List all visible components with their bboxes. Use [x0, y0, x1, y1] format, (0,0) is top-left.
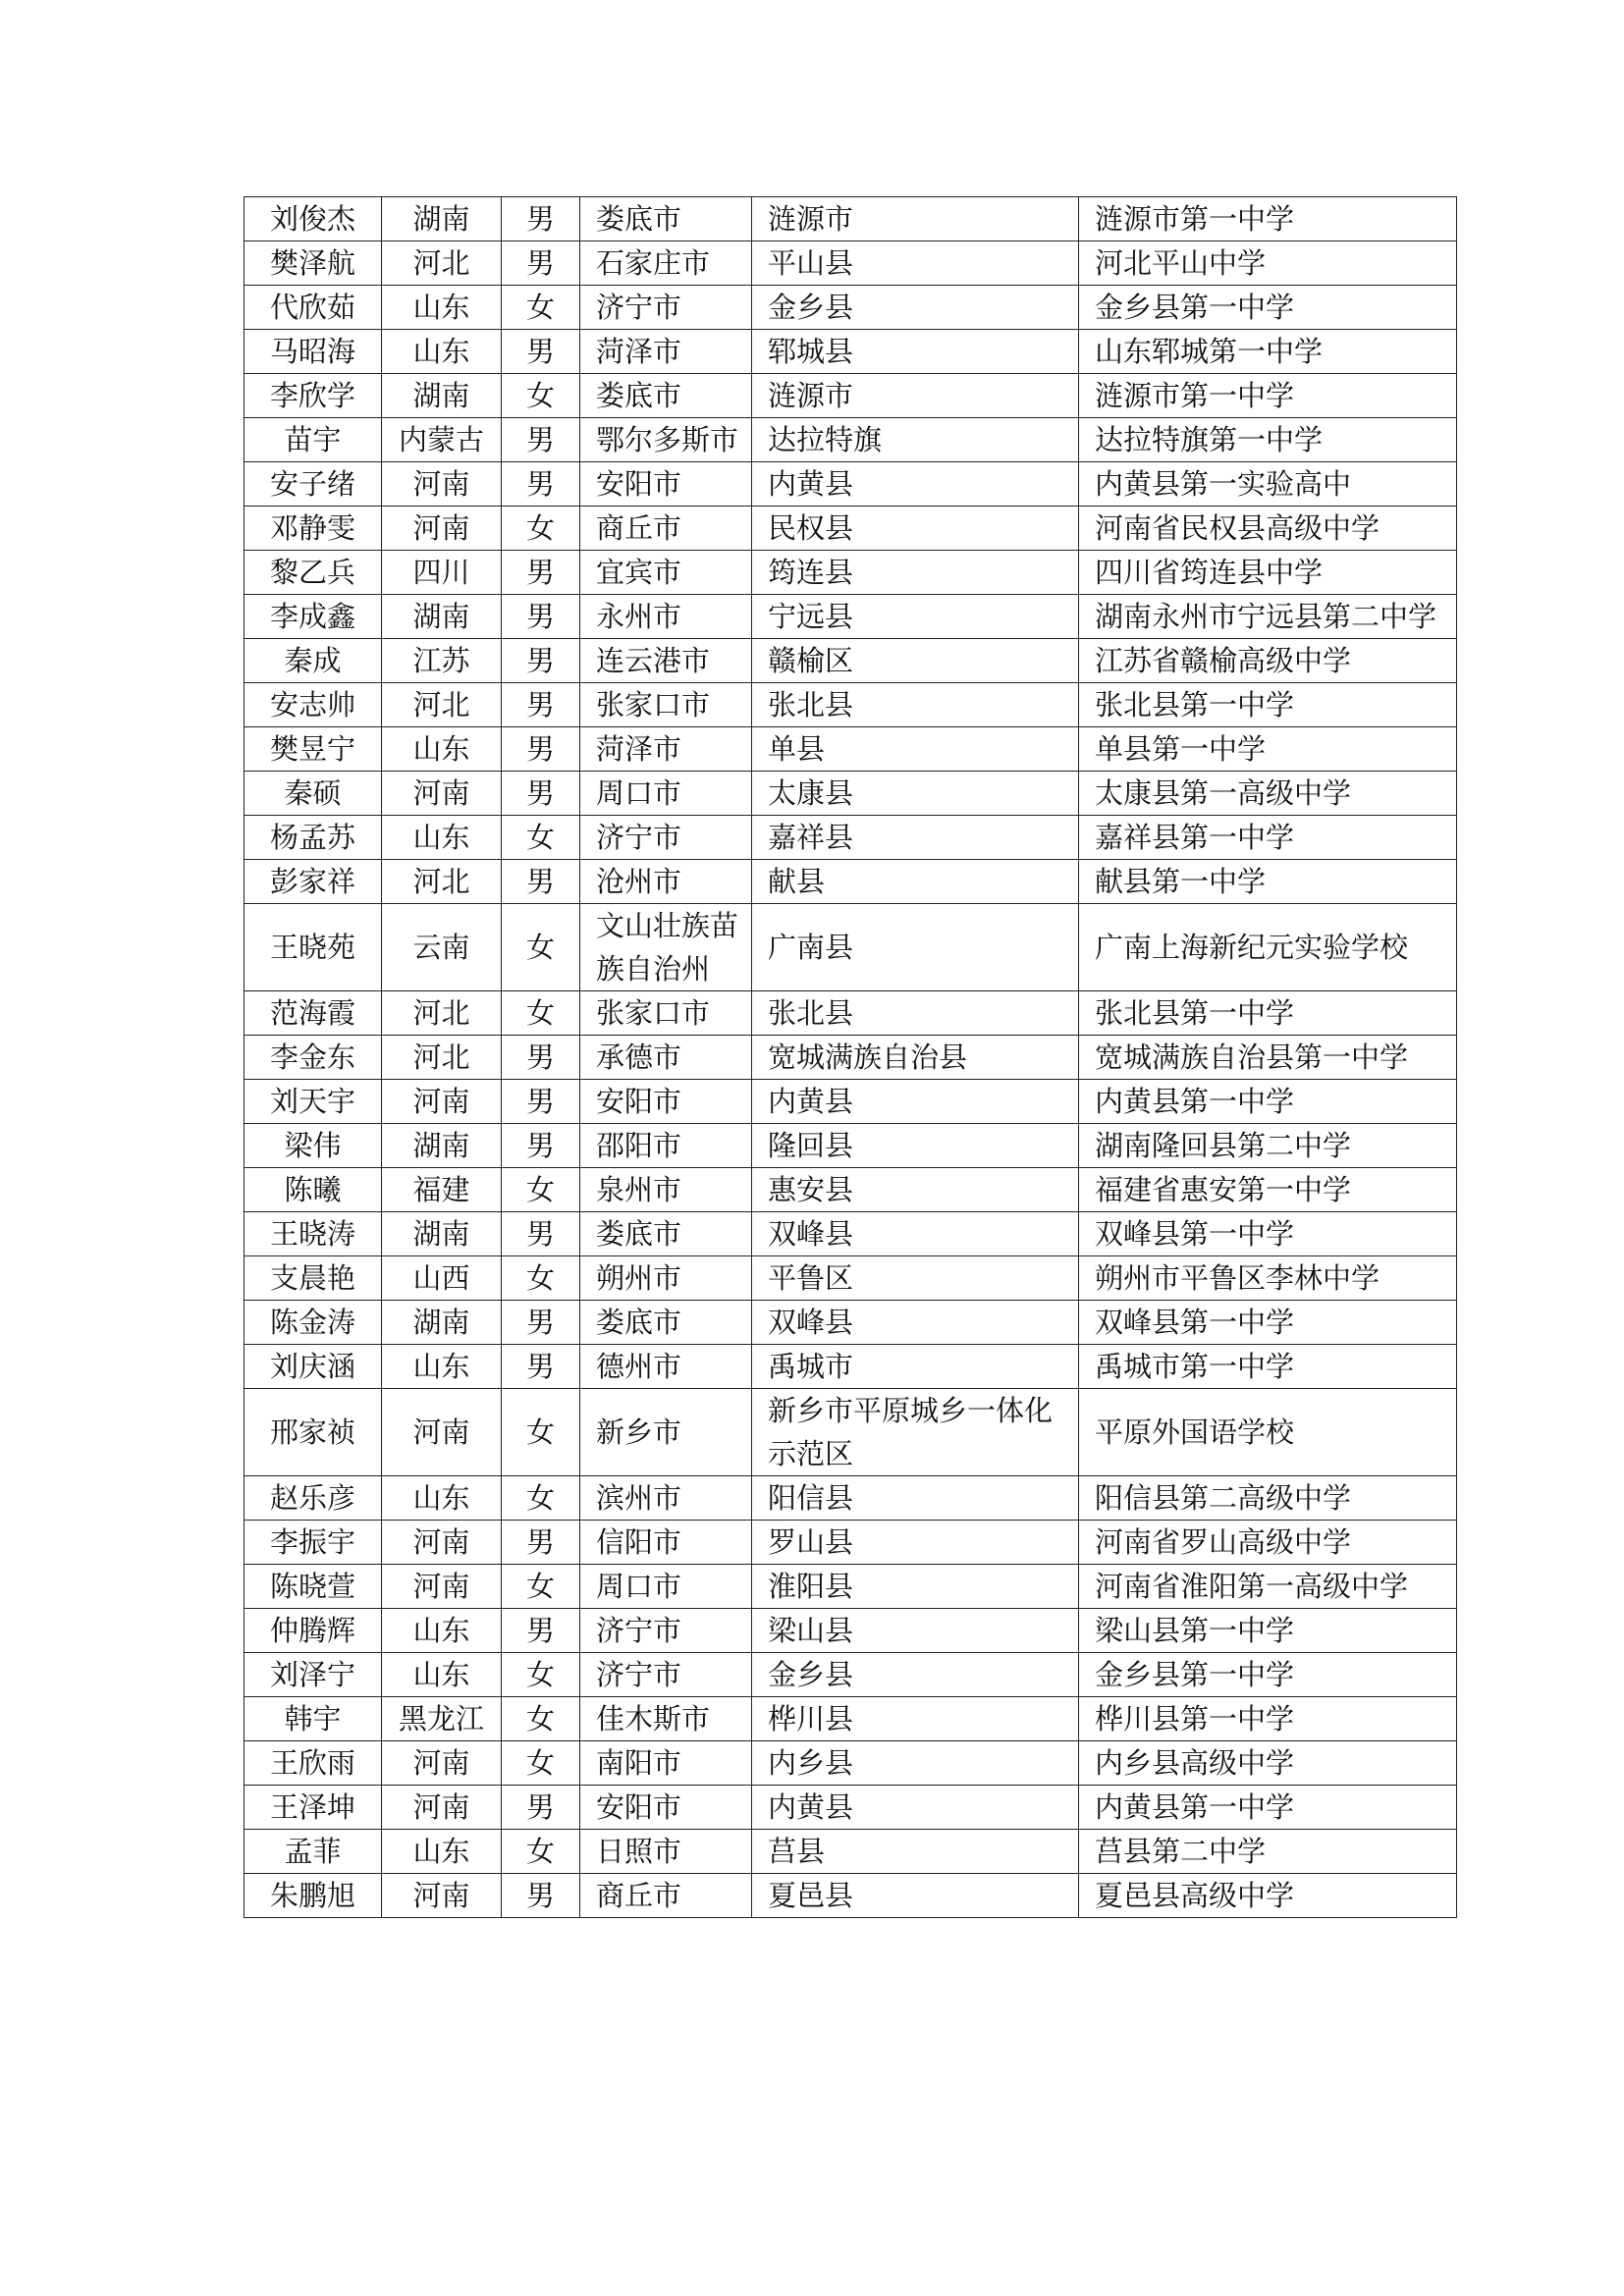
cell-name: 樊泽航	[244, 241, 382, 286]
cell-county: 涟源市	[752, 197, 1079, 241]
cell-city: 泉州市	[580, 1168, 752, 1212]
cell-county: 张北县	[752, 991, 1079, 1036]
table-row	[244, 1830, 1457, 1874]
cell-name: 秦硕	[244, 772, 382, 816]
cell-name: 仲腾辉	[244, 1609, 382, 1653]
table-row	[244, 860, 1457, 904]
cell-province: 河北	[382, 860, 502, 904]
cell-name: 范海霞	[244, 991, 382, 1036]
cell-gender: 女	[502, 507, 580, 551]
cell-province: 山东	[382, 1609, 502, 1653]
cell-name: 王晓涛	[244, 1212, 382, 1256]
table-row	[244, 1389, 1457, 1476]
cell-name: 刘俊杰	[244, 197, 382, 241]
cell-school: 单县第一中学	[1079, 727, 1457, 772]
cell-county: 梁山县	[752, 1609, 1079, 1653]
cell-province: 湖南	[382, 1301, 502, 1345]
table-row	[244, 507, 1457, 551]
cell-school: 涟源市第一中学	[1079, 374, 1457, 418]
cell-city: 邵阳市	[580, 1124, 752, 1168]
cell-school: 张北县第一中学	[1079, 683, 1457, 727]
cell-county: 达拉特旗	[752, 418, 1079, 462]
cell-gender: 男	[502, 1521, 580, 1565]
table-row	[244, 1476, 1457, 1521]
cell-school: 河南省民权县高级中学	[1079, 507, 1457, 551]
cell-city: 济宁市	[580, 286, 752, 330]
cell-name: 马昭海	[244, 330, 382, 374]
cell-gender: 男	[502, 639, 580, 683]
cell-gender: 女	[502, 1830, 580, 1874]
cell-county: 阳信县	[752, 1476, 1079, 1521]
cell-gender: 男	[502, 551, 580, 595]
cell-province: 河南	[382, 1080, 502, 1124]
cell-province: 山东	[382, 1830, 502, 1874]
cell-city: 新乡市	[580, 1389, 752, 1476]
cell-gender: 男	[502, 1212, 580, 1256]
cell-city: 娄底市	[580, 374, 752, 418]
cell-name: 李成鑫	[244, 595, 382, 639]
cell-city: 安阳市	[580, 1080, 752, 1124]
cell-city: 文山壮族苗族自治州	[580, 904, 752, 991]
table-row	[244, 1874, 1457, 1918]
cell-county: 筠连县	[752, 551, 1079, 595]
table-row	[244, 772, 1457, 816]
cell-gender: 女	[502, 1565, 580, 1609]
cell-gender: 女	[502, 374, 580, 418]
cell-gender: 女	[502, 1697, 580, 1741]
cell-school: 桦川县第一中学	[1079, 1697, 1457, 1741]
cell-province: 云南	[382, 904, 502, 991]
cell-city: 商丘市	[580, 507, 752, 551]
cell-county: 单县	[752, 727, 1079, 772]
cell-school: 禹城市第一中学	[1079, 1345, 1457, 1389]
cell-name: 支晨艳	[244, 1256, 382, 1301]
cell-name: 李欣学	[244, 374, 382, 418]
table-row	[244, 197, 1457, 241]
cell-gender: 男	[502, 860, 580, 904]
cell-county: 惠安县	[752, 1168, 1079, 1212]
table-row	[244, 1345, 1457, 1389]
cell-gender: 男	[502, 683, 580, 727]
cell-school: 嘉祥县第一中学	[1079, 816, 1457, 860]
cell-city: 承德市	[580, 1036, 752, 1080]
cell-city: 永州市	[580, 595, 752, 639]
cell-name: 孟菲	[244, 1830, 382, 1874]
table-row	[244, 991, 1457, 1036]
cell-name: 李金东	[244, 1036, 382, 1080]
cell-province: 四川	[382, 551, 502, 595]
cell-gender: 男	[502, 1080, 580, 1124]
cell-school: 河北平山中学	[1079, 241, 1457, 286]
cell-province: 湖南	[382, 197, 502, 241]
table-row	[244, 241, 1457, 286]
cell-province: 河南	[382, 1389, 502, 1476]
cell-city: 娄底市	[580, 1212, 752, 1256]
cell-name: 韩宇	[244, 1697, 382, 1741]
cell-county: 广南县	[752, 904, 1079, 991]
cell-province: 河南	[382, 1741, 502, 1786]
cell-county: 莒县	[752, 1830, 1079, 1874]
cell-province: 河南	[382, 772, 502, 816]
table-row	[244, 1653, 1457, 1697]
cell-name: 代欣茹	[244, 286, 382, 330]
cell-city: 宜宾市	[580, 551, 752, 595]
cell-province: 河北	[382, 683, 502, 727]
cell-name: 安子绪	[244, 462, 382, 507]
cell-county: 内乡县	[752, 1741, 1079, 1786]
cell-name: 陈曦	[244, 1168, 382, 1212]
cell-city: 济宁市	[580, 816, 752, 860]
cell-gender: 女	[502, 1256, 580, 1301]
cell-city: 商丘市	[580, 1874, 752, 1918]
cell-province: 山东	[382, 1476, 502, 1521]
cell-name: 樊昱宁	[244, 727, 382, 772]
cell-city: 南阳市	[580, 1741, 752, 1786]
cell-province: 黑龙江	[382, 1697, 502, 1741]
cell-city: 娄底市	[580, 197, 752, 241]
cell-county: 内黄县	[752, 1080, 1079, 1124]
cell-province: 河南	[382, 462, 502, 507]
cell-gender: 男	[502, 772, 580, 816]
cell-county: 双峰县	[752, 1301, 1079, 1345]
cell-gender: 女	[502, 991, 580, 1036]
cell-province: 山东	[382, 1345, 502, 1389]
cell-province: 山东	[382, 286, 502, 330]
cell-school: 张北县第一中学	[1079, 991, 1457, 1036]
cell-gender: 男	[502, 1301, 580, 1345]
cell-name: 秦成	[244, 639, 382, 683]
table-row	[244, 1036, 1457, 1080]
cell-gender: 女	[502, 1476, 580, 1521]
cell-city: 济宁市	[580, 1653, 752, 1697]
cell-province: 山东	[382, 330, 502, 374]
table-row	[244, 374, 1457, 418]
cell-name: 赵乐彦	[244, 1476, 382, 1521]
cell-county: 郓城县	[752, 330, 1079, 374]
cell-name: 刘天宇	[244, 1080, 382, 1124]
cell-school: 宽城满族自治县第一中学	[1079, 1036, 1457, 1080]
cell-school: 双峰县第一中学	[1079, 1212, 1457, 1256]
cell-school: 梁山县第一中学	[1079, 1609, 1457, 1653]
cell-school: 内黄县第一中学	[1079, 1080, 1457, 1124]
cell-school: 湖南永州市宁远县第二中学	[1079, 595, 1457, 639]
cell-name: 安志帅	[244, 683, 382, 727]
cell-province: 河南	[382, 1786, 502, 1830]
cell-gender: 女	[502, 1168, 580, 1212]
cell-gender: 男	[502, 595, 580, 639]
cell-gender: 男	[502, 197, 580, 241]
cell-city: 安阳市	[580, 462, 752, 507]
cell-province: 河南	[382, 1565, 502, 1609]
cell-city: 安阳市	[580, 1786, 752, 1830]
cell-county: 张北县	[752, 683, 1079, 727]
cell-county: 献县	[752, 860, 1079, 904]
cell-county: 禹城市	[752, 1345, 1079, 1389]
cell-county: 新乡市平原城乡一体化示范区	[752, 1389, 1079, 1476]
cell-province: 湖南	[382, 374, 502, 418]
cell-name: 邢家祯	[244, 1389, 382, 1476]
table-row	[244, 1212, 1457, 1256]
cell-city: 济宁市	[580, 1609, 752, 1653]
cell-gender: 男	[502, 1036, 580, 1080]
cell-name: 陈晓萱	[244, 1565, 382, 1609]
table-row	[244, 330, 1457, 374]
cell-county: 金乡县	[752, 1653, 1079, 1697]
table-row	[244, 1124, 1457, 1168]
cell-name: 邓静雯	[244, 507, 382, 551]
table-row	[244, 1256, 1457, 1301]
cell-province: 山东	[382, 727, 502, 772]
cell-county: 赣榆区	[752, 639, 1079, 683]
cell-county: 平鲁区	[752, 1256, 1079, 1301]
cell-city: 德州市	[580, 1345, 752, 1389]
table-row	[244, 1697, 1457, 1741]
cell-city: 鄂尔多斯市	[580, 418, 752, 462]
cell-province: 福建	[382, 1168, 502, 1212]
cell-school: 太康县第一高级中学	[1079, 772, 1457, 816]
cell-province: 河北	[382, 991, 502, 1036]
cell-gender: 男	[502, 241, 580, 286]
cell-school: 山东郓城第一中学	[1079, 330, 1457, 374]
cell-school: 金乡县第一中学	[1079, 1653, 1457, 1697]
cell-name: 刘庆涵	[244, 1345, 382, 1389]
cell-city: 菏泽市	[580, 727, 752, 772]
cell-city: 张家口市	[580, 683, 752, 727]
cell-province: 河北	[382, 1036, 502, 1080]
cell-city: 菏泽市	[580, 330, 752, 374]
cell-county: 内黄县	[752, 462, 1079, 507]
cell-school: 达拉特旗第一中学	[1079, 418, 1457, 462]
cell-gender: 女	[502, 286, 580, 330]
cell-school: 江苏省赣榆高级中学	[1079, 639, 1457, 683]
cell-gender: 男	[502, 1345, 580, 1389]
cell-province: 山东	[382, 1653, 502, 1697]
cell-city: 石家庄市	[580, 241, 752, 286]
cell-school: 内乡县高级中学	[1079, 1741, 1457, 1786]
cell-name: 王晓苑	[244, 904, 382, 991]
cell-name: 彭家祥	[244, 860, 382, 904]
table-row	[244, 418, 1457, 462]
cell-gender: 男	[502, 727, 580, 772]
table-row	[244, 1168, 1457, 1212]
table-row	[244, 1786, 1457, 1830]
table-row	[244, 683, 1457, 727]
cell-county: 金乡县	[752, 286, 1079, 330]
table-row	[244, 1301, 1457, 1345]
cell-city: 周口市	[580, 772, 752, 816]
cell-province: 河南	[382, 1874, 502, 1918]
table-row	[244, 639, 1457, 683]
cell-county: 罗山县	[752, 1521, 1079, 1565]
table-row	[244, 1080, 1457, 1124]
cell-city: 周口市	[580, 1565, 752, 1609]
student-roster-table	[244, 196, 1457, 1918]
cell-province: 湖南	[382, 595, 502, 639]
cell-county: 内黄县	[752, 1786, 1079, 1830]
cell-province: 湖南	[382, 1124, 502, 1168]
table-row	[244, 1565, 1457, 1609]
cell-city: 连云港市	[580, 639, 752, 683]
cell-school: 内黄县第一实验高中	[1079, 462, 1457, 507]
cell-name: 梁伟	[244, 1124, 382, 1168]
cell-gender: 女	[502, 1389, 580, 1476]
cell-school: 夏邑县高级中学	[1079, 1874, 1457, 1918]
table-row	[244, 1521, 1457, 1565]
cell-school: 广南上海新纪元实验学校	[1079, 904, 1457, 991]
cell-county: 涟源市	[752, 374, 1079, 418]
cell-gender: 男	[502, 1609, 580, 1653]
cell-county: 夏邑县	[752, 1874, 1079, 1918]
cell-school: 河南省罗山高级中学	[1079, 1521, 1457, 1565]
cell-school: 献县第一中学	[1079, 860, 1457, 904]
cell-gender: 女	[502, 1741, 580, 1786]
cell-school: 涟源市第一中学	[1079, 197, 1457, 241]
cell-province: 江苏	[382, 639, 502, 683]
cell-gender: 女	[502, 816, 580, 860]
cell-gender: 男	[502, 462, 580, 507]
table-row	[244, 551, 1457, 595]
cell-province: 内蒙古	[382, 418, 502, 462]
table-row	[244, 727, 1457, 772]
cell-county: 太康县	[752, 772, 1079, 816]
cell-county: 双峰县	[752, 1212, 1079, 1256]
cell-school: 双峰县第一中学	[1079, 1301, 1457, 1345]
cell-city: 日照市	[580, 1830, 752, 1874]
cell-city: 娄底市	[580, 1301, 752, 1345]
cell-county: 嘉祥县	[752, 816, 1079, 860]
cell-gender: 女	[502, 904, 580, 991]
cell-name: 杨孟苏	[244, 816, 382, 860]
cell-gender: 男	[502, 1874, 580, 1918]
cell-name: 李振宇	[244, 1521, 382, 1565]
cell-province: 河南	[382, 507, 502, 551]
cell-province: 山西	[382, 1256, 502, 1301]
cell-city: 滨州市	[580, 1476, 752, 1521]
cell-name: 黎乙兵	[244, 551, 382, 595]
roster-body	[244, 197, 1457, 1918]
table-row	[244, 1609, 1457, 1653]
cell-gender: 男	[502, 1124, 580, 1168]
table-row	[244, 286, 1457, 330]
cell-city: 信阳市	[580, 1521, 752, 1565]
table-row	[244, 595, 1457, 639]
cell-county: 宽城满族自治县	[752, 1036, 1079, 1080]
cell-name: 王欣雨	[244, 1741, 382, 1786]
table-row	[244, 816, 1457, 860]
cell-gender: 男	[502, 330, 580, 374]
table-row	[244, 1741, 1457, 1786]
cell-name: 苗宇	[244, 418, 382, 462]
cell-gender: 女	[502, 1653, 580, 1697]
cell-city: 佳木斯市	[580, 1697, 752, 1741]
cell-county: 淮阳县	[752, 1565, 1079, 1609]
cell-school: 四川省筠连县中学	[1079, 551, 1457, 595]
table-row	[244, 462, 1457, 507]
cell-province: 河北	[382, 241, 502, 286]
cell-city: 沧州市	[580, 860, 752, 904]
cell-province: 山东	[382, 816, 502, 860]
cell-city: 张家口市	[580, 991, 752, 1036]
cell-name: 刘泽宁	[244, 1653, 382, 1697]
cell-county: 隆回县	[752, 1124, 1079, 1168]
cell-province: 湖南	[382, 1212, 502, 1256]
cell-city: 朔州市	[580, 1256, 752, 1301]
cell-school: 平原外国语学校	[1079, 1389, 1457, 1476]
cell-school: 朔州市平鲁区李林中学	[1079, 1256, 1457, 1301]
cell-name: 王泽坤	[244, 1786, 382, 1830]
cell-school: 湖南隆回县第二中学	[1079, 1124, 1457, 1168]
cell-gender: 男	[502, 1786, 580, 1830]
cell-county: 桦川县	[752, 1697, 1079, 1741]
cell-school: 福建省惠安第一中学	[1079, 1168, 1457, 1212]
cell-school: 内黄县第一中学	[1079, 1786, 1457, 1830]
cell-name: 朱鹏旭	[244, 1874, 382, 1918]
cell-school: 金乡县第一中学	[1079, 286, 1457, 330]
cell-school: 阳信县第二高级中学	[1079, 1476, 1457, 1521]
cell-school: 河南省淮阳第一高级中学	[1079, 1565, 1457, 1609]
table-row	[244, 904, 1457, 991]
cell-school: 莒县第二中学	[1079, 1830, 1457, 1874]
cell-county: 民权县	[752, 507, 1079, 551]
cell-county: 平山县	[752, 241, 1079, 286]
cell-county: 宁远县	[752, 595, 1079, 639]
cell-gender: 男	[502, 418, 580, 462]
cell-province: 河南	[382, 1521, 502, 1565]
cell-name: 陈金涛	[244, 1301, 382, 1345]
